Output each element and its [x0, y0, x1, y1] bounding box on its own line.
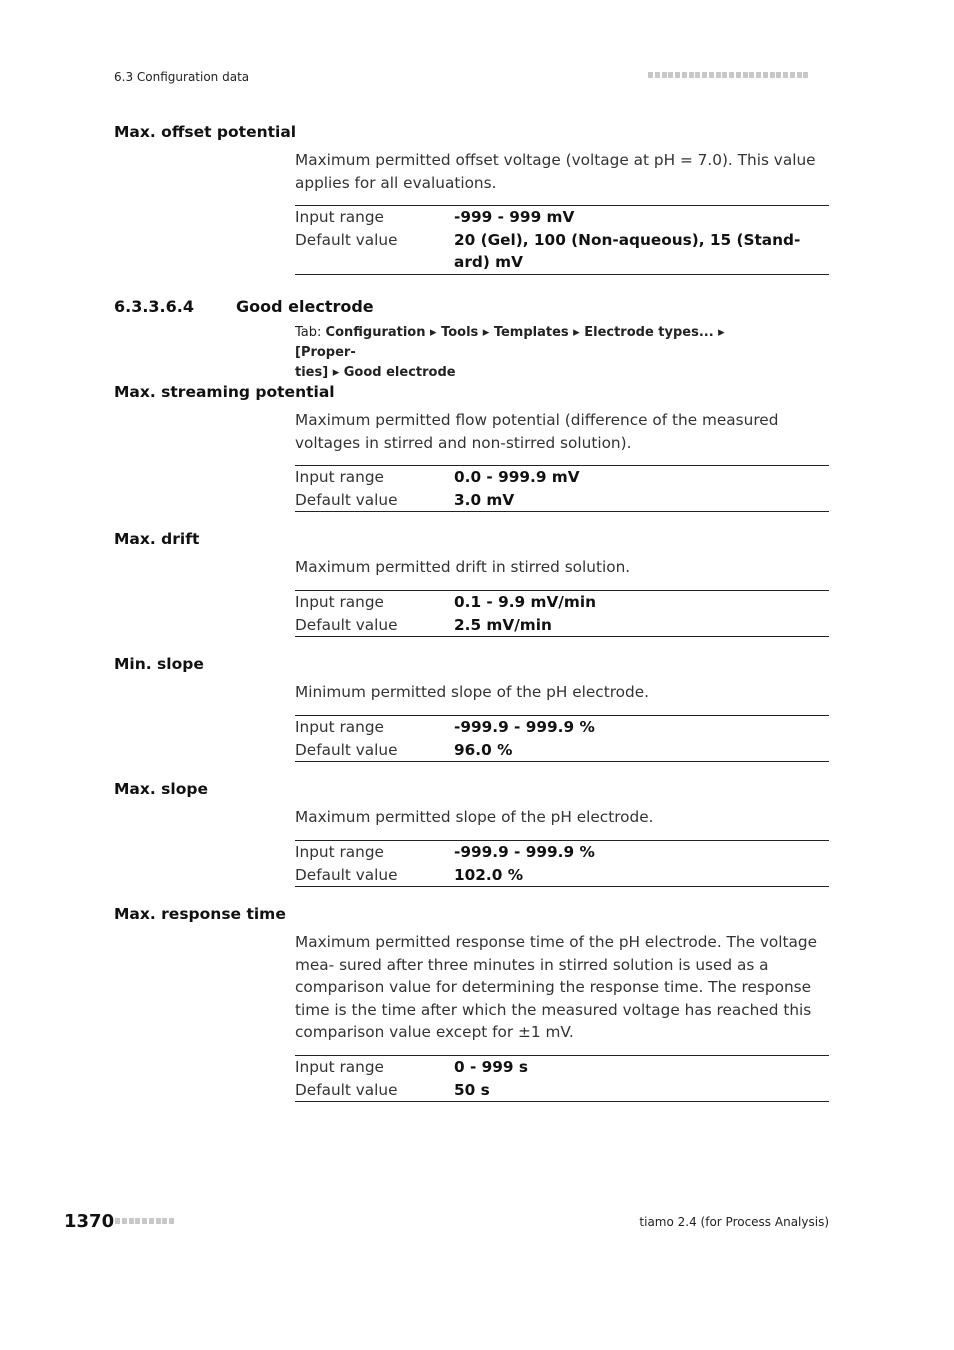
tab-path-line-2: ties] ▸ Good electrode	[295, 365, 456, 380]
footer-product-name: tiamo 2.4 (for Process Analysis)	[639, 1215, 829, 1229]
param-title-max-drift: Max. drift	[114, 530, 200, 548]
input-range-value: 0.0 - 999.9 mV	[454, 468, 580, 486]
decoration-square	[668, 72, 673, 78]
default-value-label: Default value	[295, 490, 398, 509]
decoration-square	[797, 72, 802, 78]
param-description-max-slope: Maximum permitted slope of the pH electrode.	[295, 808, 654, 826]
default-value-label: Default value	[295, 1080, 398, 1099]
default-value: 96.0 %	[454, 740, 513, 759]
decoration-square	[115, 1218, 120, 1224]
decoration-square	[790, 72, 795, 78]
param-title-max-offset-potential: Max. offset potential	[114, 123, 297, 141]
default-value-label: Default value	[295, 230, 398, 249]
decoration-square	[770, 72, 775, 78]
input-range-label: Input range	[295, 843, 384, 861]
decoration-square	[682, 72, 687, 78]
input-range-value: -999.9 - 999.9 %	[454, 718, 595, 736]
decoration-square	[142, 1218, 147, 1224]
decoration-square	[662, 72, 667, 78]
input-range-value: 0.1 - 9.9 mV/min	[454, 593, 596, 611]
default-value-label: Default value	[295, 865, 398, 884]
input-range-label: Input range	[295, 208, 384, 226]
decoration-square	[783, 72, 788, 78]
param-description-max-offset-potential: Maximum permitted offset voltage (voltage at pH = 7.0). This value applies for all evaluations.	[295, 151, 816, 192]
decoration-square	[776, 72, 781, 78]
decoration-square	[162, 1218, 167, 1224]
decoration-square	[702, 72, 707, 78]
default-value: 3.0 mV	[454, 490, 515, 509]
decoration-square	[655, 72, 660, 78]
decoration-square	[803, 72, 808, 78]
decoration-square	[695, 72, 700, 78]
default-value: 50 s	[454, 1080, 490, 1099]
header-decoration-squares	[648, 72, 829, 81]
param-title-max-response-time: Max. response time	[114, 905, 286, 923]
decoration-square	[709, 72, 714, 78]
param-description-max-streaming-potential: Maximum permitted flow potential (difference of the measured voltages in stirred and non-stirred solution).	[295, 411, 779, 452]
decoration-square	[716, 72, 721, 78]
decoration-square	[135, 1218, 140, 1224]
input-range-label: Input range	[295, 593, 384, 611]
decoration-square	[122, 1218, 127, 1224]
section-number: 6.3.3.6.4	[114, 297, 194, 316]
footer-decoration-squares	[115, 1218, 185, 1227]
decoration-square	[156, 1218, 161, 1224]
decoration-square	[756, 72, 761, 78]
page-number: 1370	[64, 1211, 115, 1232]
param-title-max-streaming-potential: Max. streaming potential	[114, 383, 335, 401]
input-range-value: -999 - 999 mV	[454, 208, 575, 226]
param-table-max-streaming-potential	[295, 465, 829, 512]
running-header-section: 6.3 Configuration data	[114, 70, 250, 84]
default-value: 20 (Gel), 100 (Non-aqueous), 15 (Stand-	[454, 230, 801, 249]
input-range-label: Input range	[295, 718, 384, 736]
input-range-label: Input range	[295, 468, 384, 486]
input-range-value: -999.9 - 999.9 %	[454, 843, 595, 861]
tab-navigation-path	[295, 323, 775, 383]
decoration-square	[743, 72, 748, 78]
decoration-square	[169, 1218, 174, 1224]
default-value-label: Default value	[295, 740, 398, 759]
default-value: 2.5 mV/min	[454, 615, 552, 634]
decoration-square	[749, 72, 754, 78]
decoration-square	[149, 1218, 154, 1224]
param-description-min-slope: Minimum permitted slope of the pH electrode.	[295, 683, 650, 701]
param-title-min-slope: Min. slope	[114, 655, 204, 673]
tab-prefix: Tab:	[295, 325, 322, 340]
decoration-square	[648, 72, 653, 78]
param-table-min-slope	[295, 715, 829, 762]
param-table-max-response-time	[295, 1055, 829, 1102]
decoration-square	[763, 72, 768, 78]
decoration-square	[129, 1218, 134, 1224]
decoration-square	[675, 72, 680, 78]
param-table-max-slope	[295, 840, 829, 887]
param-table-max-offset-potential	[295, 205, 829, 275]
section-title: Good electrode	[236, 297, 374, 316]
tab-path-line-1: Configuration ▸ Tools ▸ Templates ▸ Electrode types... ▸ [Proper-	[295, 325, 725, 360]
decoration-square	[736, 72, 741, 78]
param-table-max-drift	[295, 590, 829, 637]
default-value: 102.0 %	[454, 865, 524, 884]
default-value-label: Default value	[295, 615, 398, 634]
default-value-continued: ard) mV	[454, 253, 523, 271]
param-title-max-slope: Max. slope	[114, 780, 208, 798]
input-range-label: Input range	[295, 1058, 384, 1076]
input-range-value: 0 - 999 s	[454, 1058, 529, 1076]
param-description-max-response-time: Maximum permitted response time of the pH electrode. The voltage mea- sured after three minutes in stirred solution is used as a comparison value for determining the response time. The response time is the time after which the measured voltage has reached this comparison value except for ±1 mV.	[295, 933, 818, 1041]
decoration-square	[729, 72, 734, 78]
decoration-square	[722, 72, 727, 78]
param-description-max-drift: Maximum permitted drift in stirred solution.	[295, 558, 631, 576]
decoration-square	[689, 72, 694, 78]
